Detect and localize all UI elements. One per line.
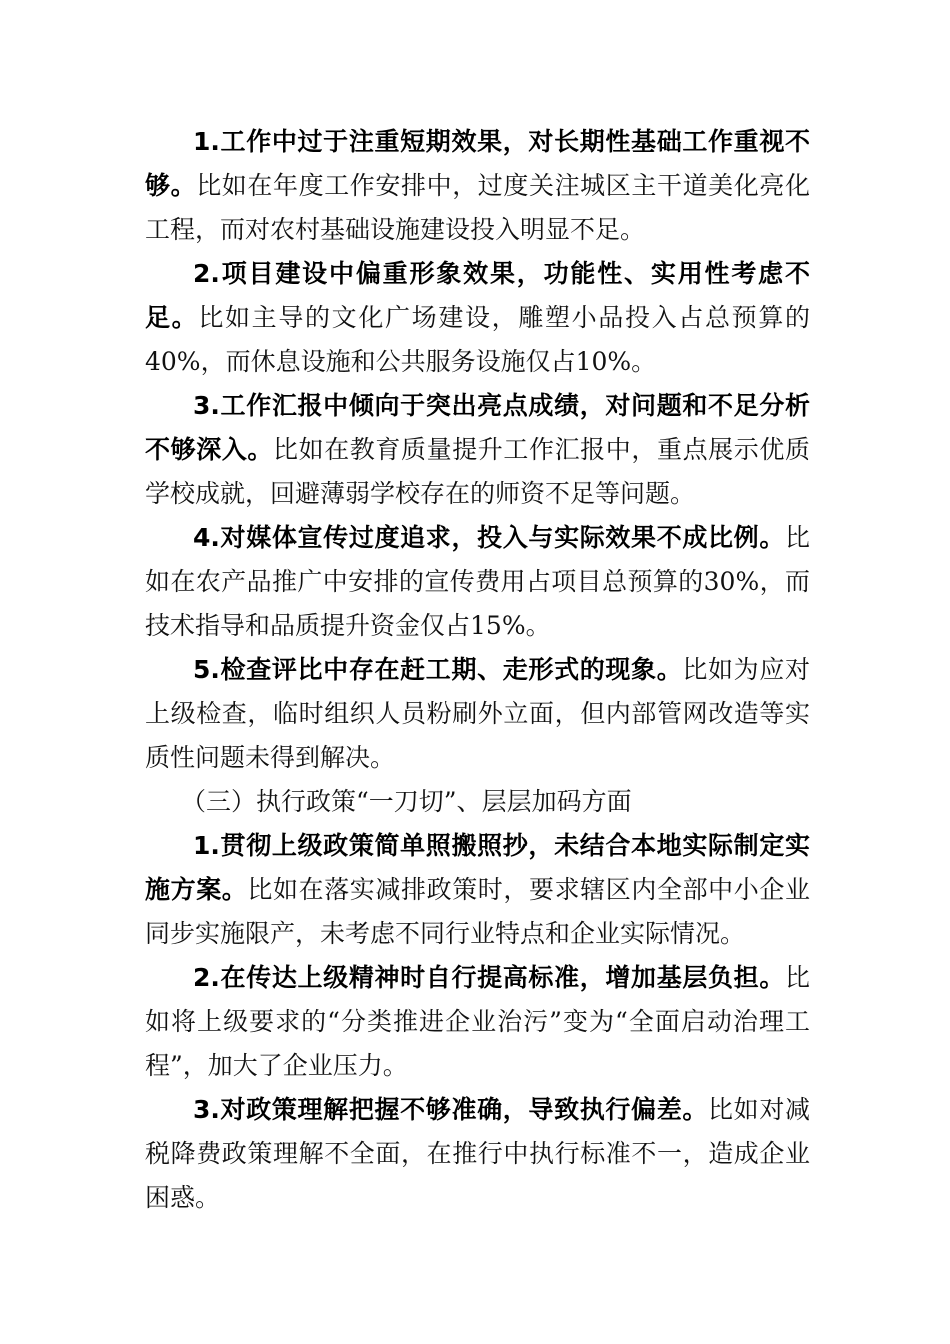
paragraph-lead: 3.工作汇报中倾向于突出亮点成绩，对问题和不足分析不够深入。 <box>145 391 810 464</box>
paragraph-lead: 2.项目建设中偏重形象效果，功能性、实用性考虑不足。 <box>145 259 810 332</box>
paragraph-lead: 5.检查评比中存在赶工期、走形式的现象。 <box>193 655 683 684</box>
paragraph-item-5 <box>145 648 810 780</box>
paragraph-text: 比如在年度工作安排中，过度关注城区主干道美化亮化工程，而对农村基础设施建设投入明显不足。 <box>145 171 810 244</box>
paragraph-text: 比如将上级要求的“分类推进企业治污”变为“全面启动治理工程”，加大了企业压力。 <box>145 963 810 1080</box>
section-paragraph-item-2 <box>145 956 810 1088</box>
section-heading: （三）执行政策“一刀切”、层层加码方面 <box>181 787 632 816</box>
paragraph-item-2 <box>145 252 810 384</box>
section-paragraph-item-1 <box>145 824 810 956</box>
paragraph-text: 比如在教育质量提升工作汇报中，重点展示优质学校成就，回避薄弱学校存在的师资不足等问题。 <box>145 435 810 508</box>
paragraph-lead: 4.对媒体宣传过度追求，投入与实际效果不成比例。 <box>193 523 785 552</box>
paragraph-lead: 1.工作中过于注重短期效果，对长期性基础工作重视不够。 <box>145 127 810 200</box>
paragraph-item-1 <box>145 120 810 252</box>
document-body <box>145 120 810 1220</box>
paragraph-text: 比如主导的文化广场建设，雕塑小品投入占总预算的40%，而休息设施和公共服务设施仅占10%。 <box>145 303 810 376</box>
paragraph-text: 比如为应对上级检查，临时组织人员粉刷外立面，但内部管网改造等实质性问题未得到解决。 <box>145 655 810 772</box>
paragraph-lead: 1.贯彻上级政策简单照搬照抄，未结合本地实际制定实施方案。 <box>145 831 810 904</box>
paragraph-text: 比如在农产品推广中安排的宣传费用占项目总预算的30%，而技术指导和品质提升资金仅占15%。 <box>145 523 810 640</box>
section-paragraph-item-3 <box>145 1088 810 1220</box>
paragraph-item-4 <box>145 516 810 648</box>
paragraph-lead: 3.对政策理解把握不够准确，导致执行偏差。 <box>193 1095 709 1124</box>
paragraph-item-3 <box>145 384 810 516</box>
paragraph-text: 比如在落实减排政策时，要求辖区内全部中小企业同步实施限产，未考虑不同行业特点和企业实际情况。 <box>145 875 810 948</box>
paragraph-lead: 2.在传达上级精神时自行提高标准，增加基层负担。 <box>193 963 785 992</box>
paragraph-text: 比如对减税降费政策理解不全面，在推行中执行标准不一，造成企业困惑。 <box>145 1095 810 1212</box>
